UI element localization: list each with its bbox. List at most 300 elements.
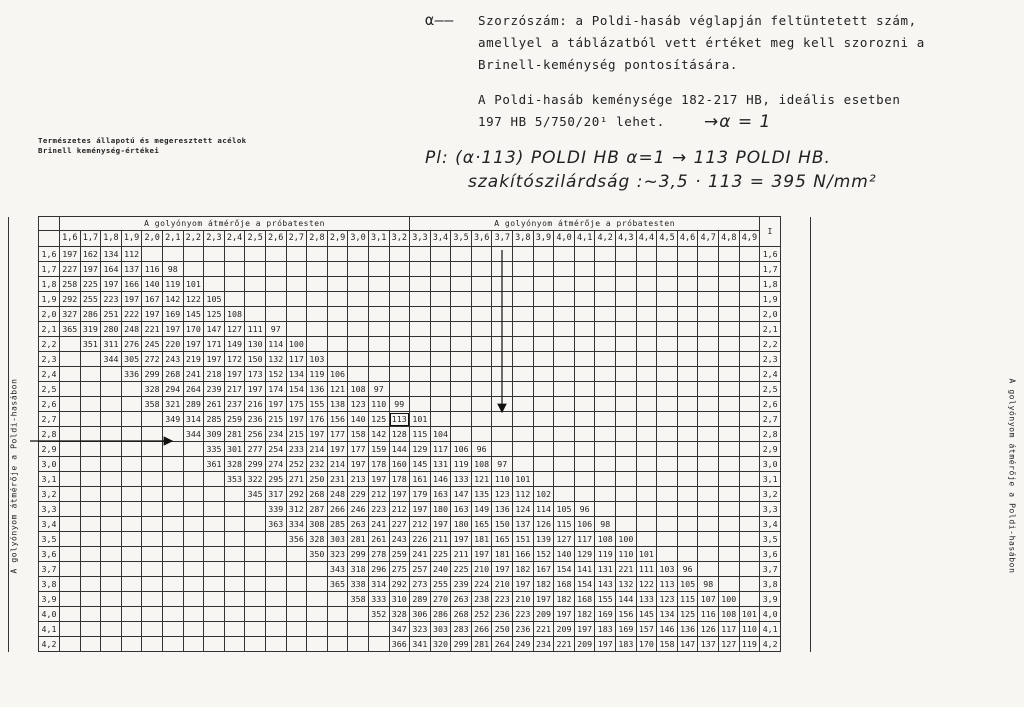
table-cell: 197 xyxy=(327,442,348,457)
table-cell: 225 xyxy=(451,562,472,577)
column-header: 4,5 xyxy=(657,231,678,247)
table-cell: 105 xyxy=(204,292,225,307)
table-cell: 301 xyxy=(224,442,245,457)
table-cell: 116 xyxy=(698,607,719,622)
table-cell: 108 xyxy=(471,457,492,472)
table-cell: 182 xyxy=(574,607,595,622)
table-cell: 209 xyxy=(554,622,575,637)
table-cell: 167 xyxy=(533,562,554,577)
table-cell: 358 xyxy=(348,592,369,607)
table-cell: 97 xyxy=(368,382,389,397)
table-cell: 349 xyxy=(162,412,183,427)
table-cell: 341 xyxy=(410,637,431,652)
table-cell: 150 xyxy=(492,517,513,532)
table-cell: 197 xyxy=(410,502,431,517)
table-cell: 106 xyxy=(451,442,472,457)
table-cell: 97 xyxy=(265,322,286,337)
side-label-left: A golyónyom átmérője a Poldi-hasábon xyxy=(9,378,19,574)
table-cell: 119 xyxy=(595,547,616,562)
table-cell: 227 xyxy=(60,262,81,277)
column-header: 2,9 xyxy=(327,231,348,247)
table-cell: 218 xyxy=(204,367,225,382)
header-left: A golyónyom átmérője a próbatesten xyxy=(60,217,410,231)
row-label-right: 3,7 xyxy=(760,562,781,577)
table-cell: 239 xyxy=(451,577,472,592)
table-cell: 114 xyxy=(265,337,286,352)
table-cell: 215 xyxy=(265,412,286,427)
table-cell: 123 xyxy=(492,487,513,502)
table-cell: 197 xyxy=(492,562,513,577)
column-header: 1,9 xyxy=(121,231,142,247)
table-cell: 209 xyxy=(533,607,554,622)
column-header: 3,1 xyxy=(368,231,389,247)
table-cell: 108 xyxy=(348,382,369,397)
row-label-left: 4,0 xyxy=(39,607,60,622)
table-cell: 299 xyxy=(142,367,163,382)
table-cell: 255 xyxy=(80,292,101,307)
table-cell: 182 xyxy=(513,562,534,577)
table-cell: 319 xyxy=(80,322,101,337)
table-cell: 345 xyxy=(245,487,266,502)
table-cell: 150 xyxy=(245,352,266,367)
note-line-1: Szorzószám: a Poldi-hasáb véglapján feltüntetett szám, xyxy=(478,13,917,28)
table-cell: 101 xyxy=(410,412,431,427)
row-label-right: 2,3 xyxy=(760,352,781,367)
table-cell: 236 xyxy=(492,607,513,622)
table-cell: 180 xyxy=(430,502,451,517)
table-cell: 274 xyxy=(265,457,286,472)
table-cell: 181 xyxy=(471,532,492,547)
table-cell: 197 xyxy=(389,487,410,502)
column-header: 3,7 xyxy=(492,231,513,247)
table-cell: 334 xyxy=(286,517,307,532)
table-cell: 221 xyxy=(554,637,575,652)
table-cell: 165 xyxy=(492,532,513,547)
table-cell: 268 xyxy=(451,607,472,622)
table-cell: 108 xyxy=(224,307,245,322)
row-label-right: 4,2 xyxy=(760,637,781,652)
table-cell: 129 xyxy=(574,547,595,562)
column-header: 3,2 xyxy=(389,231,410,247)
table-cell: 241 xyxy=(183,367,204,382)
table-cell: 119 xyxy=(739,637,760,652)
table-cell: 241 xyxy=(368,517,389,532)
table-cell: 286 xyxy=(80,307,101,322)
table-cell: 155 xyxy=(595,592,616,607)
table-cell: 210 xyxy=(513,592,534,607)
table-cell: 121 xyxy=(471,472,492,487)
table-cell: 275 xyxy=(389,562,410,577)
table-cell: 197 xyxy=(533,592,554,607)
row-label-left: 2,4 xyxy=(39,367,60,382)
table-cell: 125 xyxy=(204,307,225,322)
table-cell: 272 xyxy=(142,352,163,367)
table-cell: 227 xyxy=(389,517,410,532)
table-cell: 176 xyxy=(307,412,328,427)
table-cell: 106 xyxy=(327,367,348,382)
table-cell: 234 xyxy=(533,637,554,652)
table-cell: 197 xyxy=(368,472,389,487)
row-label-left: 3,8 xyxy=(39,577,60,592)
table-cell: 318 xyxy=(348,562,369,577)
table-cell: 134 xyxy=(286,367,307,382)
column-header: 4,6 xyxy=(677,231,698,247)
row-label-left: 2,3 xyxy=(39,352,60,367)
table-cell: 344 xyxy=(183,427,204,442)
table-cell: 101 xyxy=(183,277,204,292)
table-cell: 115 xyxy=(410,427,431,442)
table-cell: 169 xyxy=(616,622,637,637)
table-cell: 292 xyxy=(389,577,410,592)
table-cell: 136 xyxy=(307,382,328,397)
handwritten-example: Pl: (α·113) POLDI HB α=1 → 113 POLDI HB. xyxy=(425,148,831,168)
table-cell: 98 xyxy=(595,517,616,532)
row-label-right: 2,5 xyxy=(760,382,781,397)
row-label-right: 2,9 xyxy=(760,442,781,457)
row-label-right: 3,9 xyxy=(760,592,781,607)
table-cell: 170 xyxy=(183,322,204,337)
table-cell: 328 xyxy=(389,607,410,622)
table-cell: 110 xyxy=(739,622,760,637)
table-cell: 197 xyxy=(224,367,245,382)
table-cell: 224 xyxy=(471,577,492,592)
table-cell: 183 xyxy=(616,637,637,652)
table-cell: 127 xyxy=(554,532,575,547)
row-label-left: 4,2 xyxy=(39,637,60,652)
table-cell: 270 xyxy=(430,592,451,607)
table-cell: 173 xyxy=(245,367,266,382)
table-cell: 248 xyxy=(327,487,348,502)
row-label-right: 2,7 xyxy=(760,412,781,427)
table-cell: 105 xyxy=(677,577,698,592)
table-cell: 165 xyxy=(471,517,492,532)
table-cell: 154 xyxy=(554,562,575,577)
table-cell: 132 xyxy=(616,577,637,592)
column-header: 2,7 xyxy=(286,231,307,247)
column-header: 4,9 xyxy=(739,231,760,247)
table-cell: 281 xyxy=(224,427,245,442)
table-cell: 328 xyxy=(224,457,245,472)
table-cell: 344 xyxy=(101,352,122,367)
table-cell: 197 xyxy=(142,307,163,322)
table-cell: 271 xyxy=(286,472,307,487)
table-cell: 292 xyxy=(286,487,307,502)
table-cell: 295 xyxy=(265,472,286,487)
table-cell: 113 xyxy=(657,577,678,592)
table-cell: 336 xyxy=(121,367,142,382)
table-cell: 174 xyxy=(265,382,286,397)
row-label-right: 3,1 xyxy=(760,472,781,487)
table-cell: 102 xyxy=(533,487,554,502)
row-label-left: 2,1 xyxy=(39,322,60,337)
table-cell: 221 xyxy=(142,322,163,337)
table-cell: 149 xyxy=(471,502,492,517)
table-cell: 108 xyxy=(595,532,616,547)
table-cell: 339 xyxy=(265,502,286,517)
table-cell: 252 xyxy=(286,457,307,472)
row-label-left: 2,6 xyxy=(39,397,60,412)
table-cell: 276 xyxy=(121,337,142,352)
table-cell: 117 xyxy=(430,442,451,457)
table-cell: 125 xyxy=(677,607,698,622)
table-cell: 101 xyxy=(513,472,534,487)
table-cell: 303 xyxy=(327,532,348,547)
table-cell: 181 xyxy=(492,547,513,562)
table-cell: 219 xyxy=(183,352,204,367)
table-cell: 137 xyxy=(513,517,534,532)
table-cell: 161 xyxy=(410,472,431,487)
table-cell: 197 xyxy=(101,277,122,292)
table-cell: 145 xyxy=(636,607,657,622)
table-cell: 123 xyxy=(348,397,369,412)
table-cell: 197 xyxy=(80,262,101,277)
table-cell: 229 xyxy=(348,487,369,502)
table-cell: 197 xyxy=(121,292,142,307)
table-cell: 221 xyxy=(616,562,637,577)
table-cell: 212 xyxy=(410,517,431,532)
table-cell: 285 xyxy=(327,517,348,532)
table-cell: 158 xyxy=(348,427,369,442)
table-cell: 255 xyxy=(430,577,451,592)
table-cell: 112 xyxy=(121,247,142,262)
row-label-right: 3,0 xyxy=(760,457,781,472)
column-header: 2,3 xyxy=(204,231,225,247)
table-cell: 251 xyxy=(101,307,122,322)
column-header: 4,0 xyxy=(554,231,575,247)
table-cell: 287 xyxy=(307,502,328,517)
row-label-left: 3,6 xyxy=(39,547,60,562)
table-cell: 213 xyxy=(348,472,369,487)
table-cell: 311 xyxy=(101,337,122,352)
column-header: 3,0 xyxy=(348,231,369,247)
table-cell: 169 xyxy=(162,307,183,322)
table-cell: 136 xyxy=(492,502,513,517)
row-label-right: 1,9 xyxy=(760,292,781,307)
table-cell: 223 xyxy=(368,502,389,517)
row-label-left: 2,8 xyxy=(39,427,60,442)
table-cell: 101 xyxy=(739,607,760,622)
table-cell: 217 xyxy=(224,382,245,397)
table-cell: 137 xyxy=(698,637,719,652)
table-cell: 351 xyxy=(80,337,101,352)
row-label-left: 2,0 xyxy=(39,307,60,322)
table-cell: 156 xyxy=(616,607,637,622)
row-label-left: 3,3 xyxy=(39,502,60,517)
table-cell: 197 xyxy=(595,637,616,652)
table-cell: 277 xyxy=(245,442,266,457)
table-cell: 214 xyxy=(327,457,348,472)
table-cell: 231 xyxy=(327,472,348,487)
table-cell: 169 xyxy=(595,607,616,622)
table-cell: 152 xyxy=(265,367,286,382)
table-cell: 103 xyxy=(307,352,328,367)
table-cell: 104 xyxy=(430,427,451,442)
row-label-left: 1,9 xyxy=(39,292,60,307)
table-cell: 249 xyxy=(513,637,534,652)
table-cell: 306 xyxy=(410,607,431,622)
table-cell: 172 xyxy=(224,352,245,367)
table-cell: 178 xyxy=(368,457,389,472)
table-cell: 258 xyxy=(60,277,81,292)
column-header: 3,6 xyxy=(471,231,492,247)
table-cell: 283 xyxy=(451,622,472,637)
table-cell: 136 xyxy=(677,622,698,637)
column-header: 4,8 xyxy=(719,231,740,247)
table-cell: 197 xyxy=(245,382,266,397)
column-header: 4,4 xyxy=(636,231,657,247)
row-label-right: 2,0 xyxy=(760,307,781,322)
header-corner-right: I xyxy=(760,217,781,247)
table-cell: 137 xyxy=(121,262,142,277)
row-label-right: 2,6 xyxy=(760,397,781,412)
table-cell: 338 xyxy=(348,577,369,592)
note-line-3: Brinell-keménység pontosítására. xyxy=(478,57,739,72)
table-cell: 223 xyxy=(513,607,534,622)
caption-line-2: Brinell keménység-értékei xyxy=(38,146,160,155)
table-cell: 110 xyxy=(368,397,389,412)
highlighted-cell: 113 xyxy=(389,412,410,427)
table-cell: 124 xyxy=(513,502,534,517)
table-cell: 111 xyxy=(245,322,266,337)
table-cell: 234 xyxy=(265,427,286,442)
table-cell: 197 xyxy=(265,397,286,412)
table-cell: 100 xyxy=(616,532,637,547)
table-cell: 363 xyxy=(265,517,286,532)
table-cell: 261 xyxy=(368,532,389,547)
table-cell: 317 xyxy=(265,487,286,502)
table-cell: 197 xyxy=(554,607,575,622)
table-cell: 101 xyxy=(636,547,657,562)
column-header: 4,2 xyxy=(595,231,616,247)
column-header: 1,7 xyxy=(80,231,101,247)
table-cell: 236 xyxy=(245,412,266,427)
table-cell: 264 xyxy=(492,637,513,652)
alpha-symbol: α—— xyxy=(425,11,454,29)
table-cell: 140 xyxy=(142,277,163,292)
table-cell: 232 xyxy=(307,457,328,472)
table-cell: 133 xyxy=(451,472,472,487)
table-cell: 257 xyxy=(410,562,431,577)
table-cell: 211 xyxy=(451,547,472,562)
table-cell: 321 xyxy=(162,397,183,412)
table-cell: 125 xyxy=(368,412,389,427)
table-cell: 130 xyxy=(245,337,266,352)
table-cell: 197 xyxy=(451,532,472,547)
note-line-2: amellyel a táblázatból vett értéket meg kell szorozni a xyxy=(478,35,925,50)
caption-line-1: Természetes állapotú és megeresztett acélok xyxy=(38,136,247,145)
note-line-4: A Poldi-hasáb keménysége 182-217 HB, ideális esetben xyxy=(478,92,901,107)
table-cell: 117 xyxy=(286,352,307,367)
row-label-left: 3,1 xyxy=(39,472,60,487)
table-cell: 127 xyxy=(719,637,740,652)
table-cell: 215 xyxy=(286,427,307,442)
column-header: 4,3 xyxy=(616,231,637,247)
table-cell: 299 xyxy=(348,547,369,562)
table-cell: 365 xyxy=(327,577,348,592)
column-header: 1,8 xyxy=(101,231,122,247)
table-cell: 236 xyxy=(513,622,534,637)
table-cell: 261 xyxy=(204,397,225,412)
table-cell: 142 xyxy=(162,292,183,307)
row-label-right: 3,5 xyxy=(760,532,781,547)
column-header: 1,6 xyxy=(60,231,81,247)
table-cell: 299 xyxy=(451,637,472,652)
row-label-left: 3,5 xyxy=(39,532,60,547)
column-header: 2,0 xyxy=(142,231,163,247)
table-cell: 323 xyxy=(327,547,348,562)
row-label-right: 3,4 xyxy=(760,517,781,532)
table-cell: 147 xyxy=(677,637,698,652)
table-cell: 273 xyxy=(410,577,431,592)
table-cell: 177 xyxy=(348,442,369,457)
column-header: 2,4 xyxy=(224,231,245,247)
table-cell: 263 xyxy=(451,592,472,607)
table-cell: 111 xyxy=(636,562,657,577)
note-line-5: 197 HB 5/750/20¹ lehet. xyxy=(478,114,665,129)
table-cell: 116 xyxy=(142,262,163,277)
table-cell: 268 xyxy=(307,487,328,502)
table-cell: 126 xyxy=(698,622,719,637)
table-cell: 100 xyxy=(719,592,740,607)
table-cell: 114 xyxy=(533,502,554,517)
table-cell: 105 xyxy=(554,502,575,517)
table-cell: 168 xyxy=(554,577,575,592)
table-cell: 241 xyxy=(410,547,431,562)
row-label-right: 2,1 xyxy=(760,322,781,337)
row-label-right: 2,2 xyxy=(760,337,781,352)
table-cell: 166 xyxy=(513,547,534,562)
side-label-right: A golyónyom átmérője a Poldi-hasábon xyxy=(1007,378,1017,574)
table-cell: 237 xyxy=(224,397,245,412)
table-cell: 179 xyxy=(410,487,431,502)
table-cell: 223 xyxy=(101,292,122,307)
table-cell: 143 xyxy=(595,577,616,592)
table-cell: 328 xyxy=(142,382,163,397)
table-cell: 177 xyxy=(327,427,348,442)
table-cell: 322 xyxy=(245,472,266,487)
table-cell: 266 xyxy=(327,502,348,517)
table-cell: 162 xyxy=(80,247,101,262)
row-label-left: 3,7 xyxy=(39,562,60,577)
table-cell: 131 xyxy=(595,562,616,577)
table-cell: 210 xyxy=(471,562,492,577)
table-cell: 347 xyxy=(389,622,410,637)
table-cell: 266 xyxy=(471,622,492,637)
table-cell: 152 xyxy=(533,547,554,562)
table-cell: 303 xyxy=(430,622,451,637)
table-cell: 140 xyxy=(554,547,575,562)
table-cell: 221 xyxy=(533,622,554,637)
table-cell: 149 xyxy=(224,337,245,352)
table-cell: 289 xyxy=(410,592,431,607)
table-cell: 126 xyxy=(533,517,554,532)
table-cell: 250 xyxy=(307,472,328,487)
column-header: 4,7 xyxy=(698,231,719,247)
column-header: 2,8 xyxy=(307,231,328,247)
table-cell: 281 xyxy=(348,532,369,547)
table-cell: 210 xyxy=(492,577,513,592)
table-cell: 159 xyxy=(368,442,389,457)
column-header: 2,2 xyxy=(183,231,204,247)
table-cell: 209 xyxy=(574,637,595,652)
table-cell: 294 xyxy=(162,382,183,397)
table-cell: 358 xyxy=(142,397,163,412)
table-cell: 135 xyxy=(471,487,492,502)
table-cell: 285 xyxy=(204,412,225,427)
table-cell: 170 xyxy=(636,637,657,652)
table-cell: 233 xyxy=(286,442,307,457)
table-cell: 144 xyxy=(616,592,637,607)
